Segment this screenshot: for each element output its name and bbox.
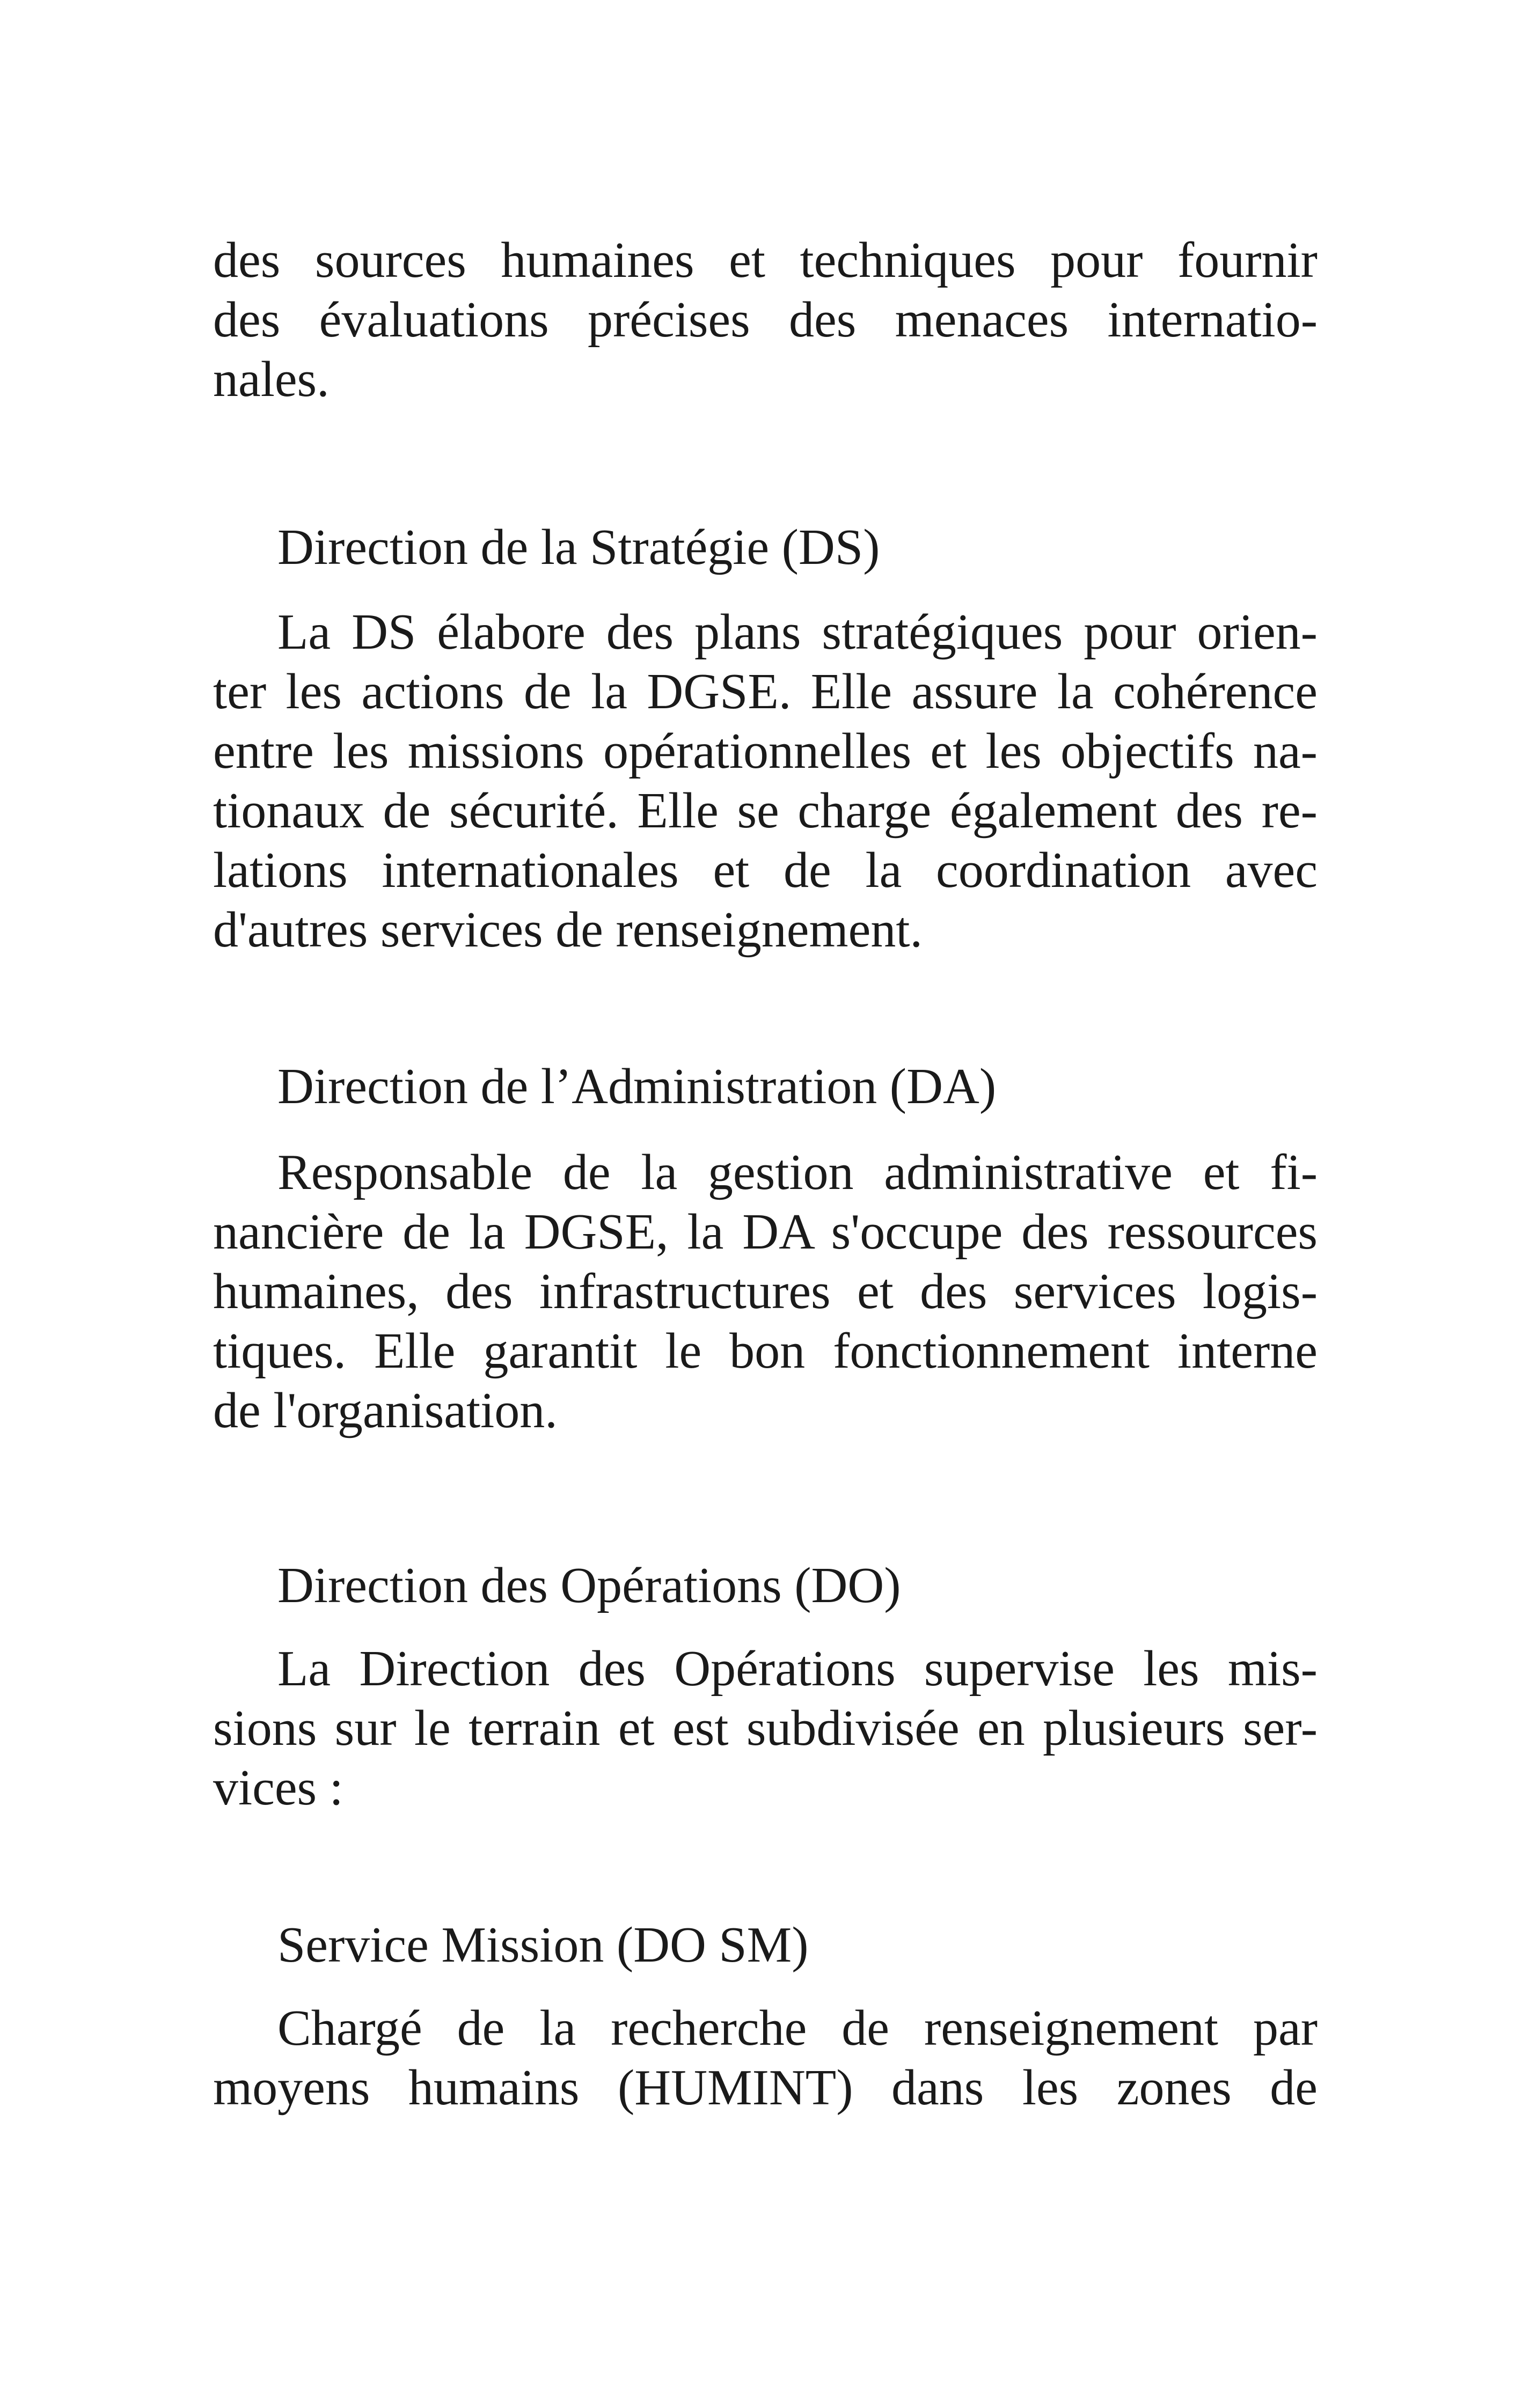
- text-line: de l'organisation.: [213, 1383, 558, 1438]
- section-paragraph-da: [213, 1143, 1318, 1441]
- text-line: moyens humains (HUMINT) dans les zones de: [213, 2060, 1318, 2116]
- text-line: d'autres services de renseignement.: [213, 902, 923, 958]
- text-line: Responsable de la gestion administrative et fi-: [277, 1144, 1318, 1200]
- text-line: ter les actions de la DGSE. Elle assure la cohérence: [213, 664, 1318, 720]
- text-line: des sources humaines et techniques pour fournir: [213, 232, 1318, 288]
- section-heading-do-sm: Service Mission (DO SM): [277, 1917, 809, 1973]
- text-line: Chargé de la recherche de renseignement par: [277, 2000, 1318, 2056]
- text-line: nales.: [213, 351, 330, 407]
- intro-paragraph: [213, 231, 1318, 409]
- text-line: tionaux de sécurité. Elle se charge également des re-: [213, 783, 1318, 839]
- text-line: entre les missions opérationnelles et les objectifs na-: [213, 723, 1318, 779]
- text-line: La DS élabore des plans stratégiques pour orien-: [277, 604, 1318, 660]
- section-heading-da: Direction de l’Administration (DA): [277, 1059, 997, 1114]
- text-line: des évaluations précises des menaces internatio-: [213, 292, 1318, 348]
- text-line: humaines, des infrastructures et des services logis-: [213, 1264, 1318, 1319]
- text-line: vices :: [213, 1760, 343, 1816]
- section-heading-do: Direction des Opérations (DO): [277, 1558, 901, 1613]
- text-line: lations internationales et de la coordination avec: [213, 842, 1318, 898]
- text-line: sions sur le terrain et est subdivisée en plusieurs ser-: [213, 1700, 1318, 1756]
- text-line: La Direction des Opérations supervise les mis-: [277, 1641, 1318, 1697]
- text-line: nancière de la DGSE, la DA s'occupe des ressources: [213, 1204, 1318, 1260]
- section-paragraph-do: [213, 1639, 1318, 1818]
- section-paragraph-do-sm: [213, 1999, 1318, 2118]
- section-paragraph-ds: [213, 603, 1318, 960]
- section-heading-ds: Direction de la Stratégie (DS): [277, 519, 880, 575]
- text-line: tiques. Elle garantit le bon fonctionnement interne: [213, 1323, 1318, 1379]
